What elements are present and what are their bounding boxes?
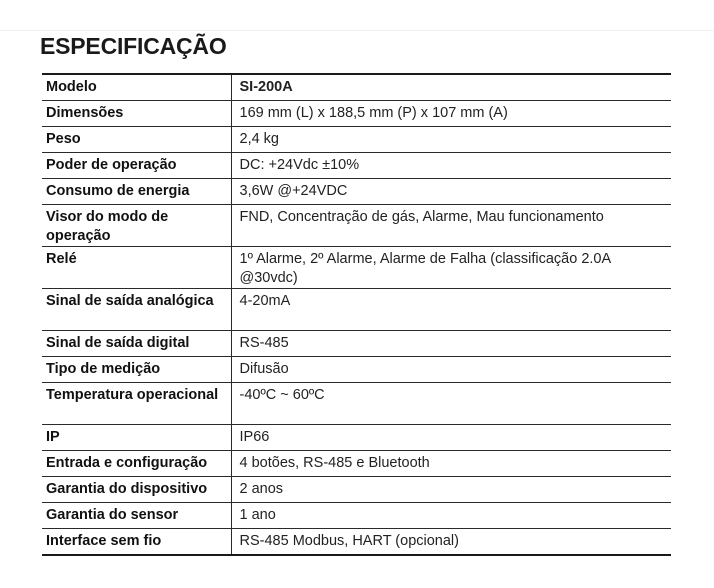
spec-value: RS-485 Modbus, HART (opcional) — [231, 528, 671, 555]
spec-label: Visor do modo de operação — [42, 204, 231, 246]
table-row — [42, 204, 671, 246]
spec-label: Interface sem fio — [42, 528, 231, 555]
spec-value: 4-20mA — [231, 288, 671, 330]
spec-label: Peso — [42, 126, 231, 152]
table-row — [42, 382, 671, 424]
spec-label: Consumo de energia — [42, 178, 231, 204]
spec-label: Tipo de medição — [42, 356, 231, 382]
table-row — [42, 126, 671, 152]
spec-label: Poder de operação — [42, 152, 231, 178]
spec-value: SI-200A — [239, 79, 293, 95]
table-row — [42, 74, 671, 100]
spec-label: Dimensões — [42, 100, 231, 126]
table-row — [42, 528, 671, 555]
spec-label: IP — [42, 424, 231, 450]
spec-value: 169 mm (L) x 188,5 mm (P) x 107 mm (A) — [231, 100, 671, 126]
table-row — [42, 288, 671, 330]
spec-value: 2 anos — [231, 476, 671, 502]
spec-value: DC: +24Vdc ±10% — [231, 152, 671, 178]
table-row — [42, 330, 671, 356]
spec-label: Sinal de saída digital — [42, 330, 231, 356]
table-row — [42, 356, 671, 382]
page-title: ESPECIFICAÇÃO — [40, 33, 227, 59]
spec-label: Sinal de saída analógica — [42, 288, 231, 330]
table-row — [42, 152, 671, 178]
spec-value: FND, Concentração de gás, Alarme, Mau funcionamento — [231, 204, 671, 246]
spec-value: Difusão — [231, 356, 671, 382]
spec-value: RS-485 — [231, 330, 671, 356]
spec-label: Garantia do sensor — [42, 502, 231, 528]
spec-table — [42, 73, 671, 556]
top-divider — [0, 30, 714, 31]
table-row — [42, 450, 671, 476]
spec-label: Entrada e configuração — [42, 450, 231, 476]
table-row — [42, 246, 671, 288]
table-row — [42, 100, 671, 126]
spec-value: IP66 — [231, 424, 671, 450]
table-row — [42, 502, 671, 528]
spec-value: -40ºC ~ 60ºC — [231, 382, 671, 424]
spec-label: Relé — [42, 246, 231, 288]
spec-value: 4 botões, RS-485 e Bluetooth — [231, 450, 671, 476]
spec-label: Temperatura operacional — [42, 382, 231, 424]
table-row — [42, 476, 671, 502]
spec-value: 1º Alarme, 2º Alarme, Alarme de Falha (classificação 2.0A @30vdc) — [231, 246, 671, 288]
spec-label: Modelo — [42, 74, 231, 100]
spec-label: Garantia do dispositivo — [42, 476, 231, 502]
table-row — [42, 424, 671, 450]
table-row — [42, 178, 671, 204]
spec-value: 3,6W @+24VDC — [231, 178, 671, 204]
spec-value: 1 ano — [231, 502, 671, 528]
spec-value: 2,4 kg — [231, 126, 671, 152]
